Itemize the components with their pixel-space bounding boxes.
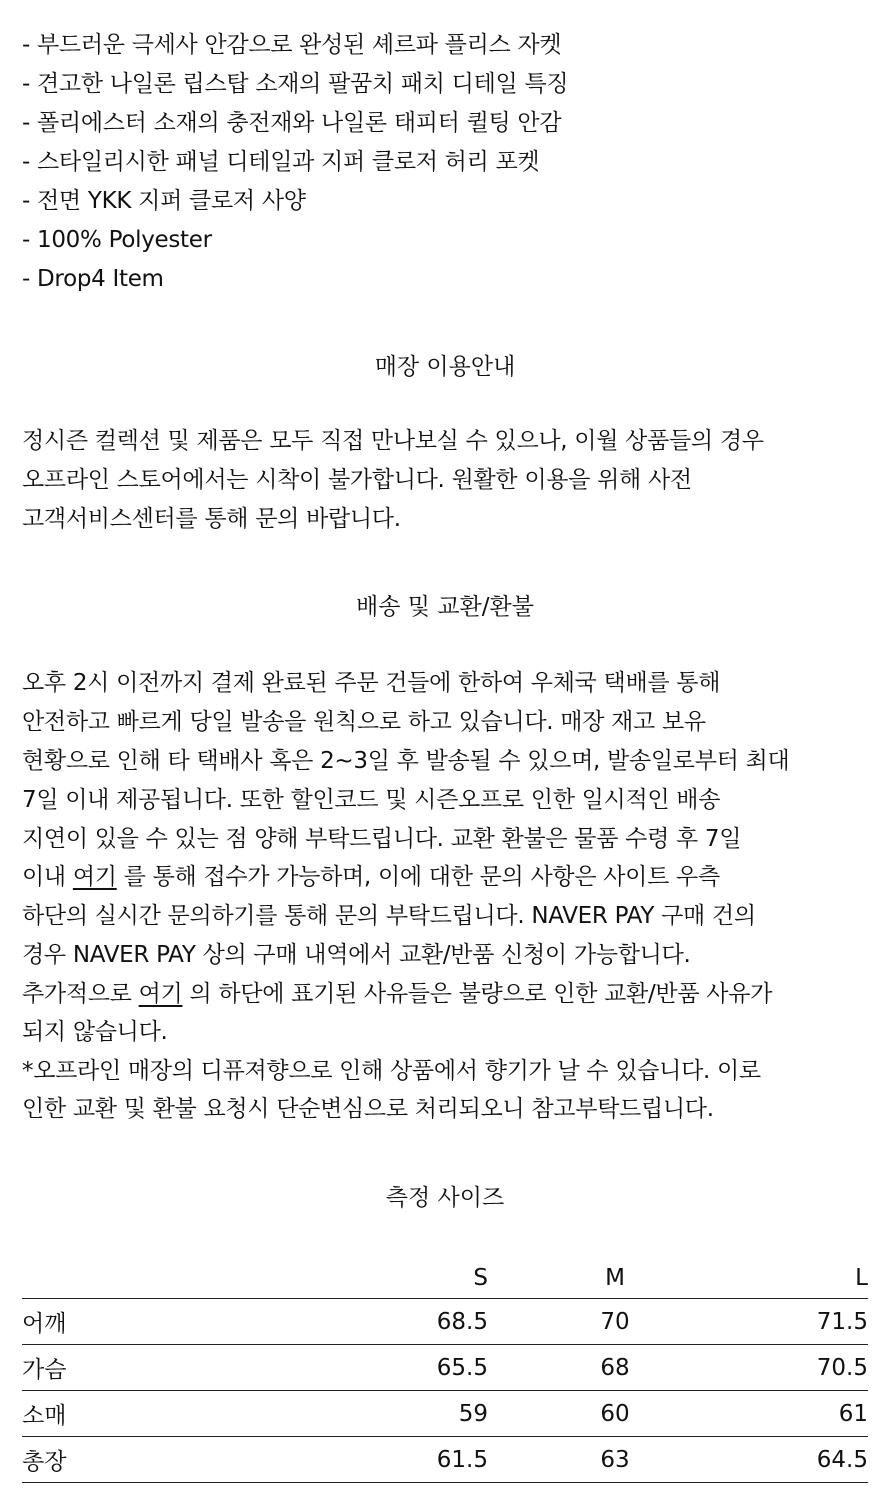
store-info-title: 매장 이용안내 [374, 354, 516, 380]
header-cell [22, 1258, 222, 1299]
shipping-line: 지연이 있을 수 있는 점 양해 부탁드립니다. 교환 환불은 물품 수령 후 7일 [22, 826, 742, 852]
shipping-line [22, 979, 772, 1009]
cell: 59 [222, 1391, 488, 1437]
row-label: 총장 [22, 1437, 222, 1483]
cell: 71.5 [742, 1299, 868, 1345]
size-table [22, 1258, 868, 1483]
shipping-line: 현황으로 인해 타 택배사 혹은 2~3일 후 발송될 수 있으며, 발송일로부터 최대 [22, 748, 790, 774]
cell: 61 [742, 1391, 868, 1437]
policy-link[interactable]: 여기 [138, 981, 183, 1007]
feature-item: - 전면 YKK 지퍼 클로저 사양 [22, 188, 306, 214]
header-cell-l: L [742, 1258, 868, 1299]
cell: 65.5 [222, 1345, 488, 1391]
table-header-row [22, 1258, 868, 1299]
shipping-line: *오프라인 매장의 디퓨져향으로 인해 상품에서 향기가 날 수 있습니다. 이로 [22, 1058, 761, 1084]
row-label: 가슴 [22, 1345, 222, 1391]
cell: 63 [488, 1437, 742, 1483]
feature-item: - 부드러운 극세사 안감으로 완성된 셰르파 플리스 자켓 [22, 32, 562, 58]
text: 를 통해 접수가 가능하며, 이에 대한 문의 사항은 사이트 우측 [116, 864, 720, 890]
feature-item: - 스타일리시한 패널 디테일과 지퍼 클로저 허리 포켓 [22, 149, 540, 175]
row-label: 소매 [22, 1391, 222, 1437]
cell: 70 [488, 1299, 742, 1345]
store-info-line: 오프라인 스토어에서는 시착이 불가합니다. 원활한 이용을 위해 사전 [22, 467, 692, 493]
shipping-line: 되지 않습니다. [22, 1019, 168, 1045]
shipping-line: 안전하고 빠르게 당일 발송을 원칙으로 하고 있습니다. 매장 재고 보유 [22, 709, 706, 735]
shipping-title: 배송 및 교환/환불 [356, 594, 534, 620]
table-row [22, 1299, 868, 1345]
shipping-line: 인한 교환 및 환불 요청시 단순변심으로 처리되오니 참고부탁드립니다. [22, 1096, 714, 1122]
header-cell-s: S [222, 1258, 488, 1299]
shipping-line: 오후 2시 이전까지 결제 완료된 주문 건들에 한하여 우체국 택배를 통해 [22, 670, 721, 696]
feature-item: - 100% Polyester [22, 227, 212, 253]
cell: 68.5 [222, 1299, 488, 1345]
cell: 70.5 [742, 1345, 868, 1391]
table-row [22, 1345, 868, 1391]
shipping-line: 하단의 실시간 문의하기를 통해 문의 부탁드립니다. NAVER PAY 구매 건의 [22, 903, 756, 929]
shipping-line [22, 862, 720, 892]
text: 추가적으로 [22, 981, 139, 1007]
text: 이내 [22, 864, 73, 890]
row-label: 어깨 [22, 1299, 222, 1345]
cell: 60 [488, 1391, 742, 1437]
header-cell-m: M [488, 1258, 742, 1299]
table-row [22, 1391, 868, 1437]
feature-item: - 폴리에스터 소재의 충전재와 나일론 태피터 퀼팅 안감 [22, 110, 562, 136]
size-title: 측정 사이즈 [385, 1185, 505, 1211]
feature-item: - 견고한 나일론 립스탑 소재의 팔꿈치 패치 디테일 특징 [22, 71, 569, 97]
store-info-line: 고객서비스센터를 통해 문의 바랍니다. [22, 506, 401, 532]
cell: 64.5 [742, 1437, 868, 1483]
feature-item: - Drop4 Item [22, 266, 164, 292]
shipping-line: 경우 NAVER PAY 상의 구매 내역에서 교환/반품 신청이 가능합니다. [22, 942, 691, 968]
table-row [22, 1437, 868, 1483]
text: 의 하단에 표기된 사유들은 불량으로 인한 교환/반품 사유가 [182, 981, 773, 1007]
cell: 68 [488, 1345, 742, 1391]
cell: 61.5 [222, 1437, 488, 1483]
shipping-line: 7일 이내 제공됩니다. 또한 할인코드 및 시즌오프로 인한 일시적인 배송 [22, 787, 721, 813]
exchange-link[interactable]: 여기 [72, 864, 117, 890]
store-info-line: 정시즌 컬렉션 및 제품은 모두 직접 만나보실 수 있으나, 이월 상품들의 경우 [22, 428, 764, 454]
